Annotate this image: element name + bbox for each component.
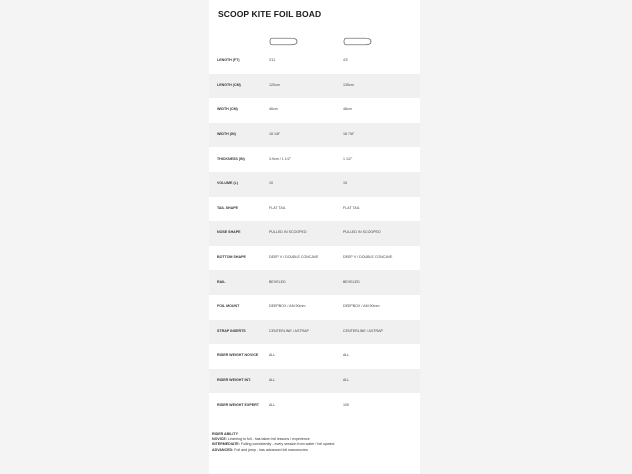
row-label: RIDER WEIGHT INT. — [217, 378, 251, 383]
table-row — [209, 221, 420, 246]
spec-table — [209, 49, 420, 418]
row-label: RIDER WEIGHT NOVICE — [217, 353, 259, 358]
row-label: STRAP INSERTS — [217, 329, 246, 334]
table-row — [209, 369, 420, 394]
notes-heading: RIDER ABILITY — [212, 432, 239, 436]
row-value-board-2: 15 — [343, 181, 347, 186]
row-value-board-2: ALL — [343, 378, 350, 383]
row-value-board-2: DEEP V / DOUBLE CONCAVE — [343, 255, 393, 260]
row-value-board-2: 4'5 — [343, 58, 348, 63]
page-title: SCOOP KITE FOIL BOAD — [218, 9, 322, 19]
board-outline-icon — [269, 37, 298, 46]
notes-line — [212, 448, 417, 453]
row-value-board-2: 100 — [343, 402, 349, 407]
row-value-board-1: ALL — [269, 353, 276, 358]
table-row — [209, 49, 420, 74]
board-outline-icon — [343, 37, 372, 46]
table-row — [209, 246, 420, 271]
row-value-board-2: CENTERLINE / ASTRAP — [343, 329, 383, 334]
row-value-board-2: 18 7/8" — [343, 132, 355, 137]
row-value-board-2: 1 1/2" — [343, 156, 353, 161]
row-label: THICKNESS (IN) — [217, 156, 245, 161]
notes-term: NOVICE: — [212, 437, 227, 442]
row-value-board-1: ALL — [269, 402, 276, 407]
table-row — [209, 295, 420, 320]
row-value-board-2: 135cm — [343, 83, 354, 88]
row-value-board-1: 46cm — [269, 107, 278, 112]
row-value-board-2: BEVELED — [343, 279, 360, 284]
table-row — [209, 197, 420, 222]
row-value-board-2: PULLED IN SCOOPED — [343, 230, 381, 235]
row-value-board-1: PULLED IN SCOOPED — [269, 230, 307, 235]
table-row — [209, 320, 420, 345]
spec-sheet — [209, 0, 420, 474]
row-value-board-2: 48cm — [343, 107, 352, 112]
row-label: RIDER WEIGHT EXPERT — [217, 402, 259, 407]
table-row — [209, 98, 420, 123]
row-label: FOIL MOUNT — [217, 304, 240, 309]
row-label: VOLUME (L) — [217, 181, 238, 186]
row-value-board-1: ALL — [269, 378, 276, 383]
row-value-board-1: 120cm — [269, 83, 280, 88]
notes-term: ADVANCED: — [212, 447, 234, 452]
row-value-board-1: DEEPBOX / AM 90mm — [269, 304, 306, 309]
row-label: LENGTH (CM) — [217, 83, 241, 88]
row-label: RAIL — [217, 279, 226, 284]
row-label: NOSE SHAPE — [217, 230, 241, 235]
row-value-board-1: CENTERLINE / ASTRAP — [269, 329, 309, 334]
notes-term: INTERMEDIATE: — [212, 442, 240, 447]
row-value-board-2: FLAT TAIL — [343, 206, 360, 211]
row-value-board-1: DEEP V / DOUBLE CONCAVE — [269, 255, 319, 260]
row-value-board-1: 10 — [269, 181, 273, 186]
table-row — [209, 393, 420, 418]
row-label: TAIL SHAPE — [217, 206, 239, 211]
row-value-board-1: 3'11 — [269, 58, 276, 63]
rider-ability-notes — [212, 432, 417, 453]
row-value-board-1: FLAT TAIL — [269, 206, 286, 211]
row-value-board-1: 18 1/8" — [269, 132, 281, 137]
row-value-board-2: ALL — [343, 353, 350, 358]
table-row — [209, 74, 420, 99]
notes-text: Learning to foil - has taken foil lessons / experience — [227, 437, 310, 442]
row-value-board-1: BEVELED — [269, 279, 286, 284]
row-value-board-1: 3.9cm / 1 1/2" — [269, 156, 292, 161]
notes-text: Foiling consistently - every session from water / foil upwind — [240, 442, 335, 447]
table-row — [209, 147, 420, 172]
row-label: WIDTH (IN) — [217, 132, 236, 137]
table-row — [209, 123, 420, 148]
table-row — [209, 270, 420, 295]
notes-text: Foil and jump - has advanced foil manoeuvres — [234, 447, 308, 452]
table-row — [209, 172, 420, 197]
row-label: BOTTOM SHAPE — [217, 255, 246, 260]
table-row — [209, 344, 420, 369]
row-value-board-2: DEEPBOX / AM 90mm — [343, 304, 380, 309]
row-label: WIDTH (CM) — [217, 107, 238, 112]
row-label: LENGTH (FT) — [217, 58, 240, 63]
